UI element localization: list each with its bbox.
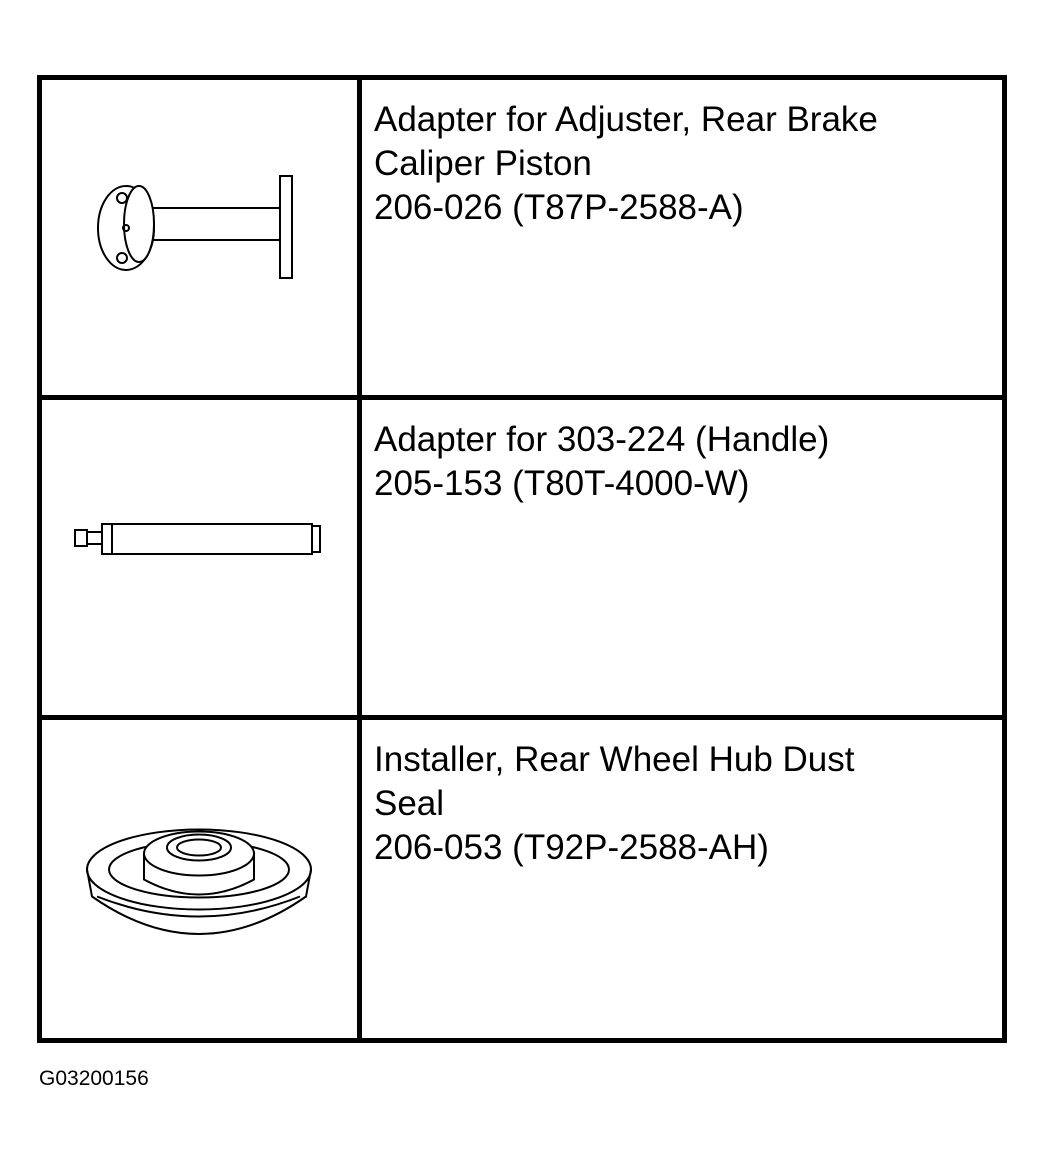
tool-part-number: 206-026 (T87P-2588-A) <box>374 188 744 227</box>
special-tools-table <box>37 75 1007 1043</box>
figure-id: G03200156 <box>39 1067 149 1090</box>
tool-part-number: 205-153 (T80T-4000-W) <box>374 464 750 503</box>
handle-adapter-rod-icon <box>42 400 357 715</box>
tool-name-line: Installer, Rear Wheel Hub Dust <box>374 740 855 779</box>
tool-image-cell <box>42 400 362 720</box>
tool-image-cell <box>42 720 362 1038</box>
tool-name-line: Caliper Piston <box>374 144 592 183</box>
tool-part-number: 206-053 (T92P-2588-AH) <box>374 828 769 867</box>
tool-description <box>362 720 1002 1038</box>
tool-image-cell <box>42 80 362 400</box>
tool-name-line: Adapter for Adjuster, Rear Brake <box>374 100 878 139</box>
tool-description <box>362 400 1002 720</box>
tool-name-line: Seal <box>374 784 445 823</box>
tool-description <box>362 80 1002 400</box>
caliper-piston-adapter-icon <box>42 80 357 395</box>
dust-seal-installer-icon <box>42 720 357 1038</box>
tool-name-line: Adapter for 303-224 (Handle) <box>374 420 830 459</box>
